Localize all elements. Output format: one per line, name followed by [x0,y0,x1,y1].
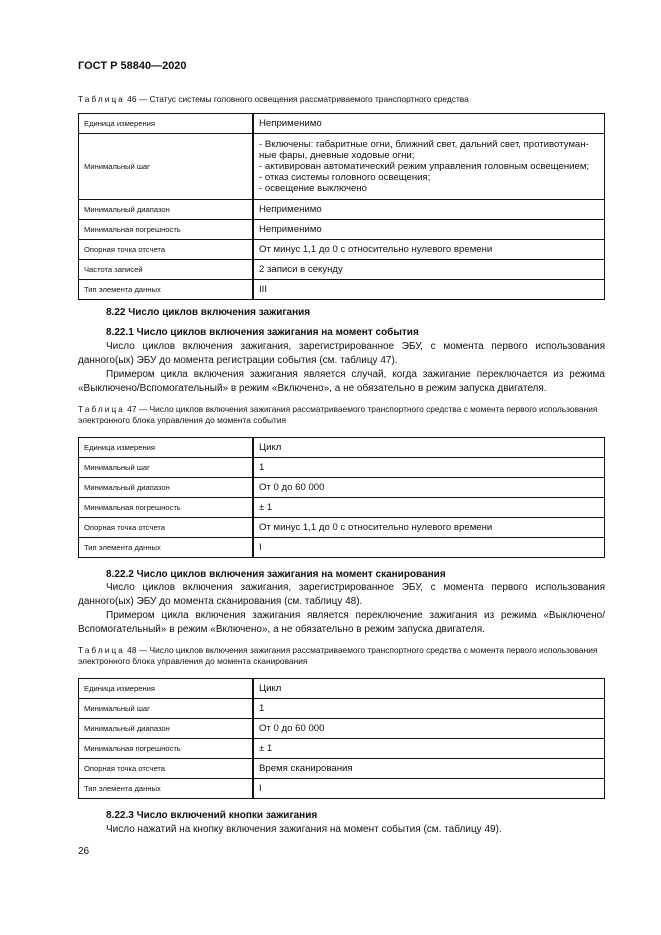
paragraph-8-22-2 [78,581,605,637]
row-value: Неприменимо [253,114,605,134]
table-row [79,280,605,300]
table-47 [78,437,605,558]
table-row [79,200,605,220]
row-value: Время сканирования [253,759,605,779]
table-row [79,478,605,498]
section-heading-8-22-3: 8.22.3 Число включений кнопки зажигания [106,810,318,821]
row-label: Тип элемента данных [79,280,254,300]
row-value: Цикл [253,679,605,699]
row-value: От 0 до 60 000 [253,478,605,498]
paragraph-text: Число циклов включения зажигания, зарегистрированное ЭБУ, с момента первого использования данного(ых) ЭБУ до момента сканирования (см. таблицу 48). [78,582,605,607]
table-row [79,518,605,538]
caption-text: 47 — Число циклов включения зажигания рассматриваемого транспортного средства с момента первого использования электронного блока управления до момента события [78,404,598,425]
paragraph-text: Число циклов включения зажигания, зарегистрированное ЭБУ, с момента первого использования данного(ых) ЭБУ до момента регистрации события (см. таблицу 47). [78,341,605,366]
row-label: Минимальный шаг [79,134,254,200]
row-value: III [253,280,605,300]
row-value: ± 1 [253,498,605,518]
row-value: От минус 1,1 до 0 с относительно нулевого времени [253,518,605,538]
row-label: Единица измерения [79,679,254,699]
table-row [79,699,605,719]
row-label: Минимальный диапазон [79,719,254,739]
row-label: Тип элемента данных [79,779,254,799]
caption-text: 46 — Статус системы головного освещения рассматриваемого транспортного средства [124,94,469,104]
row-label: Тип элемента данных [79,538,254,558]
paragraph-text: Примером цикла включения зажигания является переключение зажигания из режима «Выключено/Вспомогательный» в режим «Включено», а не обязательно в режим запуска двигателя. [78,610,605,635]
value-line: - освещение выключено [259,183,367,194]
row-label: Опорная точка отсчета [79,759,254,779]
row-value: Неприменимо [253,220,605,240]
row-value: I [253,779,605,799]
document-header: ГОСТ Р 58840—2020 [78,60,187,72]
table-47-caption [78,404,606,426]
row-label: Минимальная погрешность [79,739,254,759]
row-label: Минимальная погрешность [79,220,254,240]
row-value: Цикл [253,438,605,458]
caption-prefix: Таблица [78,404,125,414]
table-row [79,719,605,739]
row-label: Минимальный диапазон [79,478,254,498]
table-row [79,739,605,759]
row-label: Опорная точка отсчета [79,518,254,538]
table-row [79,538,605,558]
table-row [79,759,605,779]
table-row [79,134,605,200]
row-value: ± 1 [253,739,605,759]
row-value: Неприменимо [253,200,605,220]
section-heading-8-22: 8.22 Число циклов включения зажигания [106,307,311,318]
table-row [79,679,605,699]
table-row [79,220,605,240]
section-heading-8-22-1: 8.22.1 Число циклов включения зажигания на момент события [106,327,419,338]
caption-text: 48 — Число циклов включения зажигания рассматриваемого транспортного средства с момента первого использования электронного блока управления до момента сканирования [78,645,598,666]
row-value: 2 записи в секунду [253,260,605,280]
table-row [79,114,605,134]
table-48 [78,678,605,799]
table-row [79,458,605,478]
paragraph-text: Примером цикла включения зажигания является случай, когда зажигание переключается из режима «Выключено/Вспомогательный» в режим «Включено», а не обязательно в режим запуска двигателя. [78,369,605,394]
row-value: От 0 до 60 000 [253,719,605,739]
row-value: От минус 1,1 до 0 с относительно нулевого времени [253,240,605,260]
row-label: Минимальный шаг [79,699,254,719]
row-label: Минимальный диапазон [79,200,254,220]
table-46-caption [78,94,606,105]
row-label: Минимальный шаг [79,458,254,478]
row-value: 1 [253,458,605,478]
table-48-caption [78,645,606,667]
row-value: 1 [253,699,605,719]
row-value [253,134,605,200]
table-row [79,779,605,799]
value-line: - активирован автоматический режим управления головным освещением; [259,161,590,172]
row-label: Единица измерения [79,114,254,134]
row-label: Опорная точка отсчета [79,240,254,260]
caption-prefix: Таблица [78,645,125,655]
row-label: Минимальная погрешность [79,498,254,518]
paragraph-8-22-1 [78,340,605,396]
row-value: I [253,538,605,558]
caption-prefix: Таблица [78,94,125,104]
table-row [79,438,605,458]
value-line: - Включены: габаритные огни, ближний свет, дальний свет, противотуман-ные фары, дневные ходовые огни; [259,139,589,161]
section-heading-8-22-2: 8.22.2 Число циклов включения зажигания на момент сканирования [106,569,446,580]
paragraph-8-22-3: Число нажатий на кнопку включения зажигания на момент события (см. таблицу 49). [106,824,502,835]
table-row [79,240,605,260]
page-number: 26 [78,846,90,857]
row-label: Единица измерения [79,438,254,458]
table-row [79,260,605,280]
table-46 [78,113,605,300]
table-row [79,498,605,518]
row-label: Частота записей [79,260,254,280]
value-line: - отказ системы головного освещения; [259,172,431,183]
